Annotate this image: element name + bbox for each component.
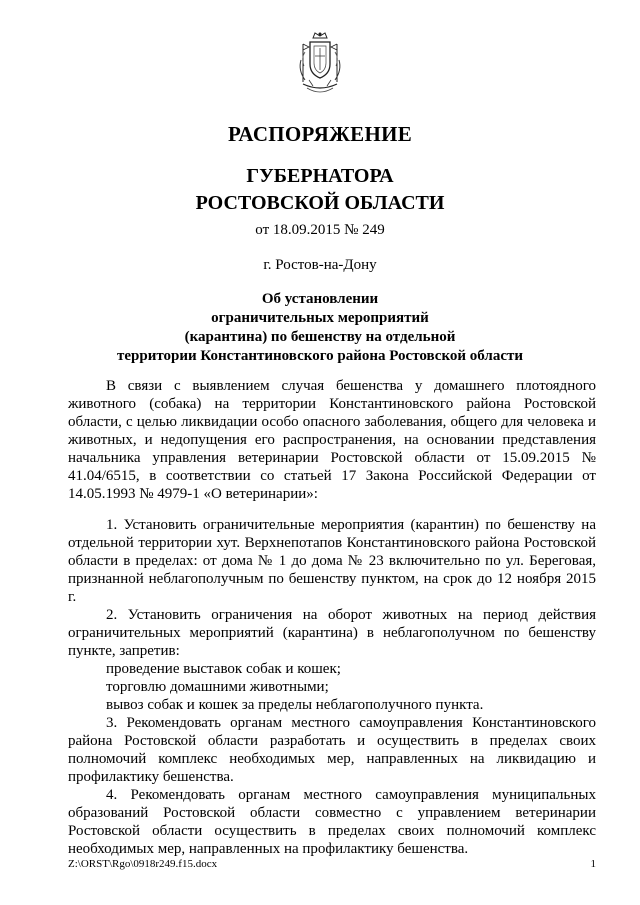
order-item-4: 4. Рекомендовать органам местного самоуправления муниципальных образований Ростовской области совместно с управлением ветеринарии Ростовской области осуществить в пределах своих полномочий комплекс необходимых мер, направленных на профилактику бешенства. bbox=[68, 787, 596, 857]
document-type-title: РАСПОРЯЖЕНИЕ bbox=[227, 122, 413, 146]
document-date-number: от 18.09.2015 № 249 bbox=[255, 222, 385, 238]
order-item-2: 2. Установить ограничения на оборот животных на период действия ограничительных мероприятий (карантина) в неблагополучном по бешенству пункте, запретив: bbox=[68, 607, 596, 659]
order-item-1: 1. Установить ограничительные мероприятия (карантин) по бешенству на отдельной территории хут. Верхнепотапов Константиновского района Ростовской области в пределах: от дома № 1 до дома № 23 включительно по ул. Береговая, признанной неблагополучным по бешенству пунктом, на срок до 12 ноября 2015 г. bbox=[68, 517, 596, 605]
order-item-2-b: торговлю домашними животными; bbox=[106, 679, 329, 695]
document-city: г. Ростов-на-Дону bbox=[263, 257, 377, 273]
document-subject bbox=[0, 290, 640, 366]
order-item-3: 3. Рекомендовать органам местного самоуправления Константиновского района Ростовской области разработать и осуществить в пределах своих полномочий комплекс необходимых мер, направленных на ликвидацию и профилактику бешенства. bbox=[68, 715, 596, 785]
page-number: 1 bbox=[590, 858, 596, 870]
issuer-line-1: ГУБЕРНАТОРА bbox=[246, 165, 394, 187]
file-path: Z:\ORST\Rgo\0918r249.f15.docx bbox=[68, 858, 218, 870]
subject-line-1: Об установлении bbox=[261, 291, 379, 307]
preamble bbox=[68, 377, 596, 503]
subject-line-2: ограничительных мероприятий bbox=[211, 310, 429, 326]
issuer-line-2: РОСТОВСКОЙ ОБЛАСТИ bbox=[195, 192, 445, 214]
coat-of-arms-icon bbox=[295, 30, 345, 100]
subject-line-4: территории Константиновского района Ростовской области bbox=[117, 348, 523, 364]
order-items bbox=[68, 516, 596, 858]
subject-line-3: (карантина) по бешенству на отдельной bbox=[184, 329, 456, 345]
order-item-2-a: проведение выставок собак и кошек; bbox=[106, 661, 341, 677]
issuer-title bbox=[0, 163, 640, 217]
order-item-2-c: вывоз собак и кошек за пределы неблагополучного пункта. bbox=[106, 697, 484, 713]
preamble-paragraph: В связи с выявлением случая бешенства у домашнего плотоядного животного (собака) на территории Константиновского района Ростовской области, с целью ликвидации особо опасного заболевания, общего для человека и животных, и недопущения его распространения, на основании представления начальника управления ветеринарии Ростовской области от 15.09.2015 № 41.04/6515, в соответствии со статьей 17 Закона Российской Федерации от 14.05.1993 № 4979-1 «О ветеринарии»: bbox=[68, 378, 596, 502]
